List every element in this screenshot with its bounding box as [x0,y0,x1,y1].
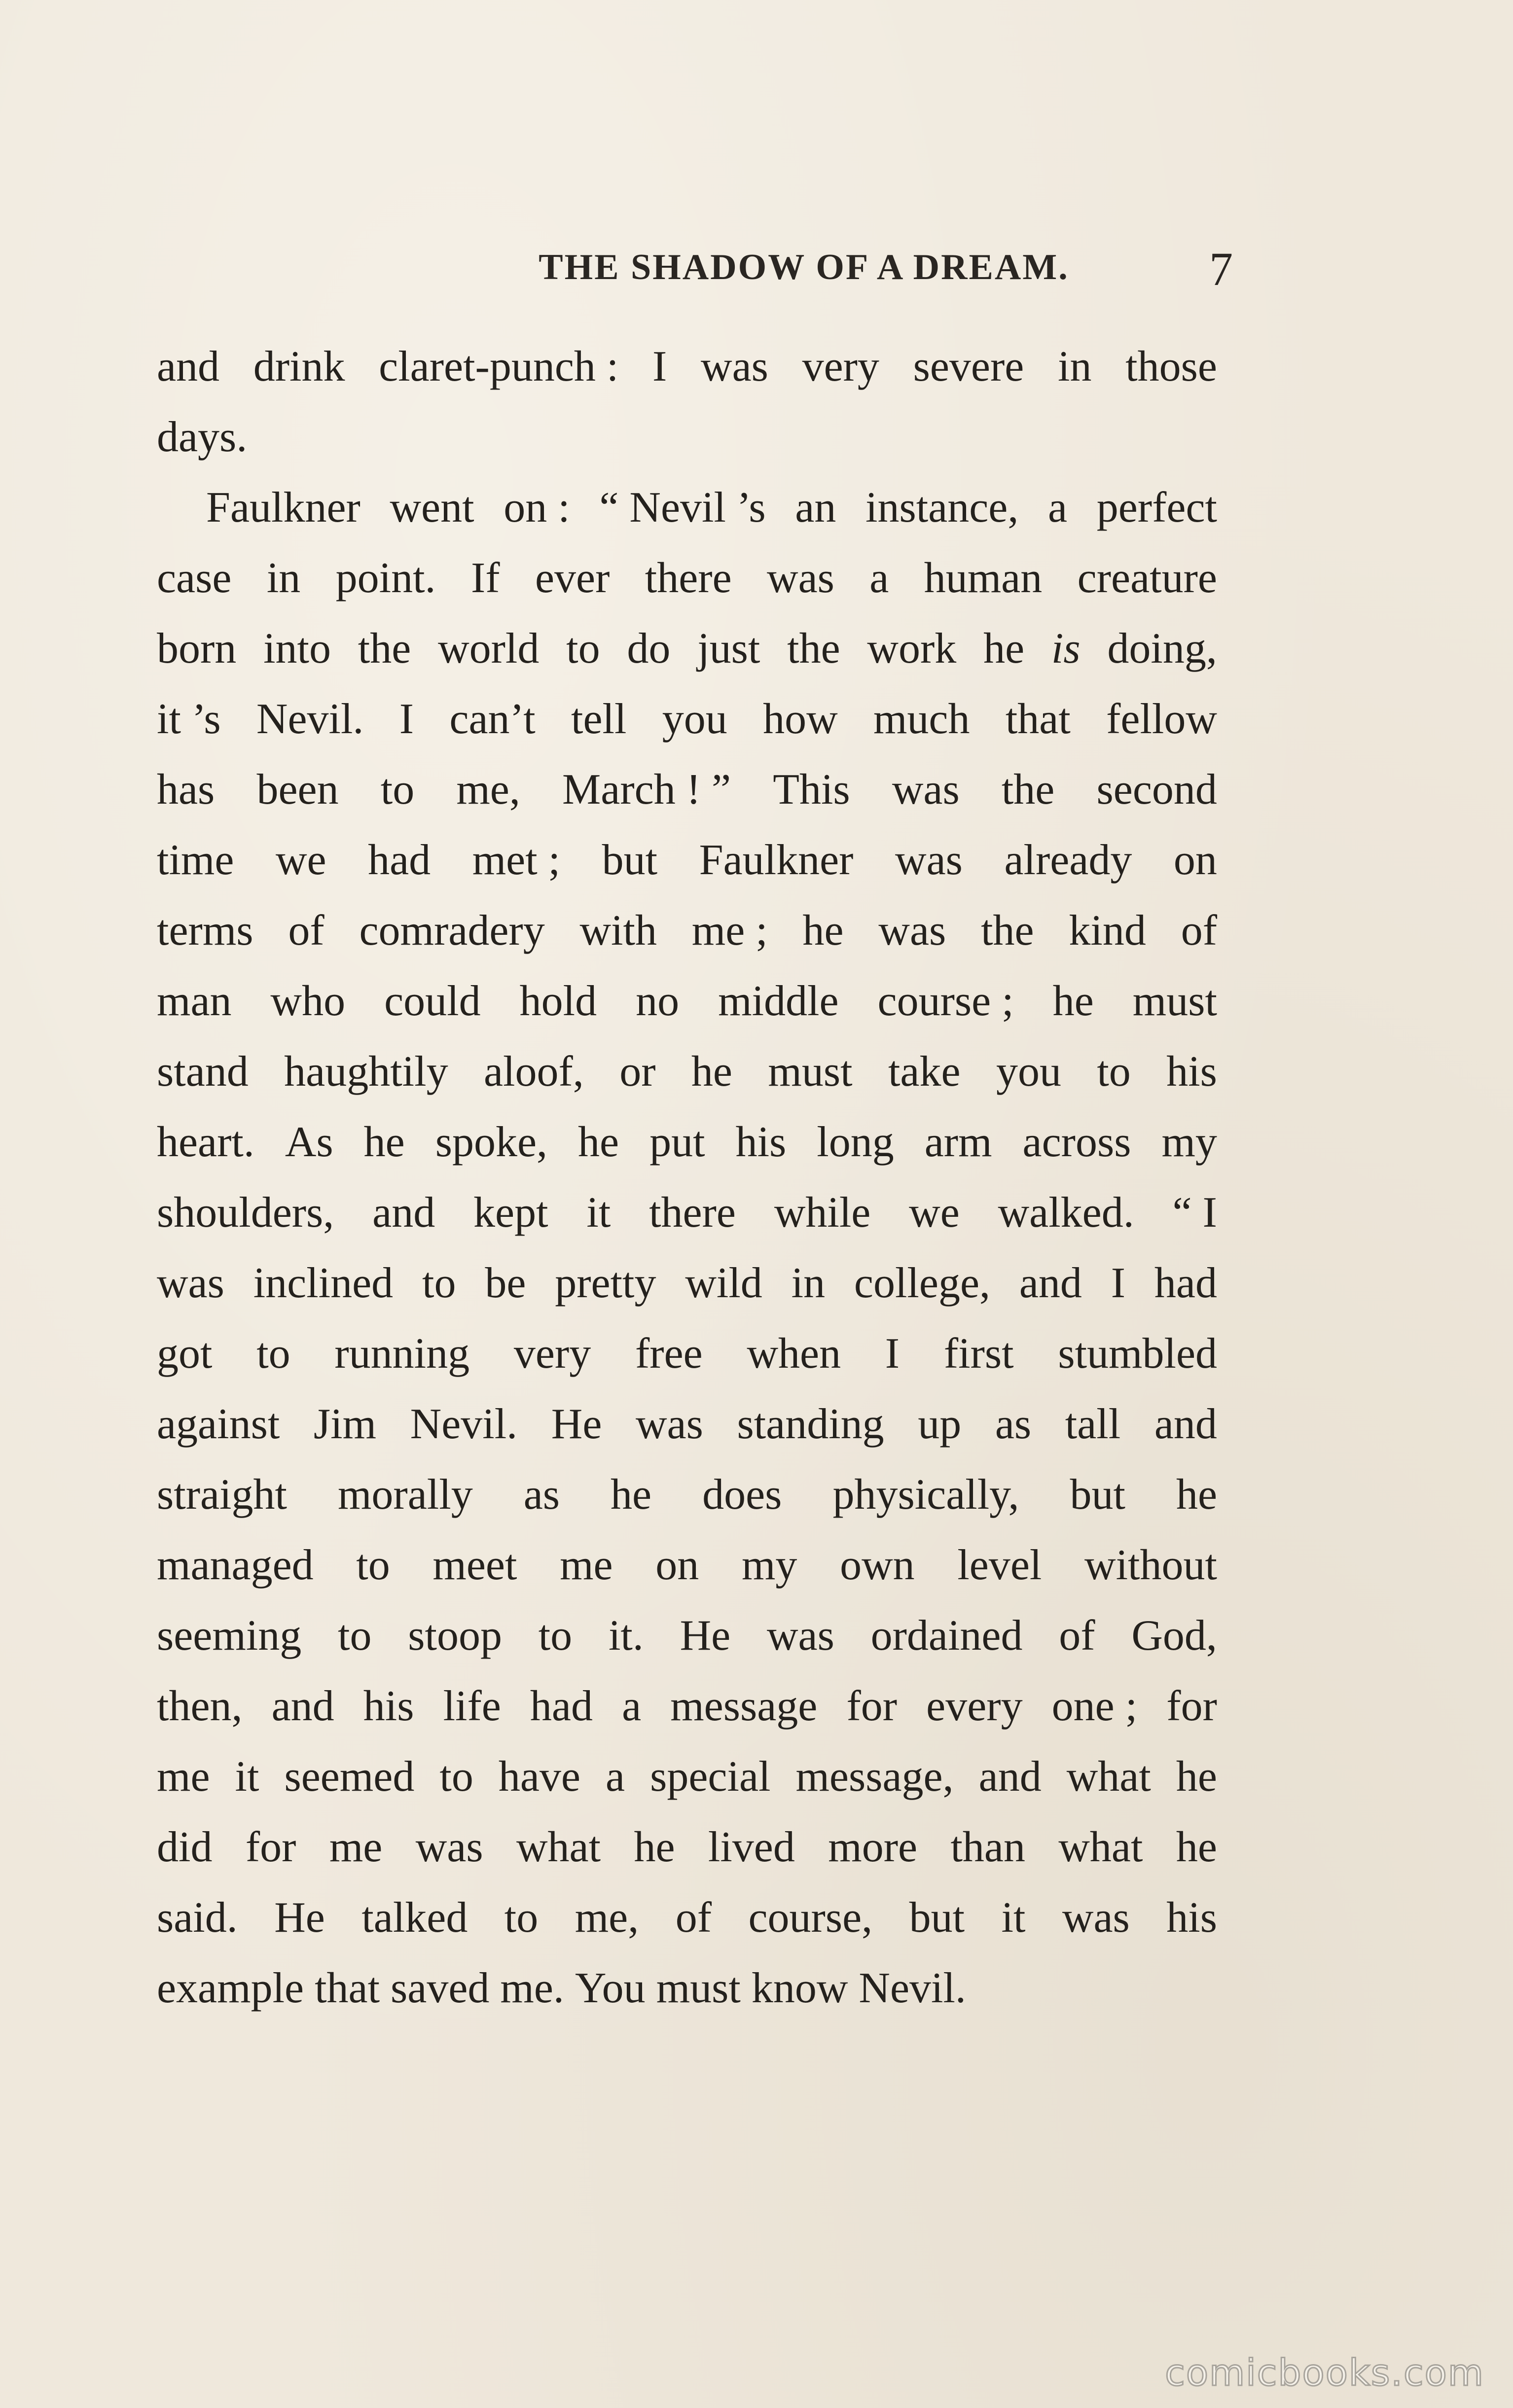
word: every [926,1682,1023,1730]
word: he [983,625,1025,673]
word: was [892,766,960,814]
word: across [1022,1118,1131,1166]
word: how [763,695,838,743]
word: his [735,1118,787,1166]
word: saved [391,1964,490,2012]
word: was [635,1400,703,1448]
word: up [918,1400,962,1448]
word: be [485,1259,526,1307]
word: tell [571,695,627,743]
running-title: THE SHADOW OF A DREAM. [539,247,1069,287]
word: a [622,1682,642,1730]
word: managed [157,1541,314,1589]
word: He [680,1612,731,1660]
word: have [498,1753,580,1801]
word: free [635,1330,703,1378]
word: one ; [1051,1682,1138,1730]
word: and [157,343,220,390]
word: drink [253,343,345,390]
word: a [606,1753,625,1801]
word: “ I [1172,1189,1217,1237]
text-line [157,1600,1217,1671]
word: lived [708,1823,795,1871]
word: his [1166,1048,1217,1096]
word: and [1154,1400,1217,1448]
text-line [157,472,1217,543]
word: his [1166,1894,1217,1942]
word: he [691,1048,732,1096]
word: met ; [472,836,561,884]
word: did [157,1823,213,1871]
word: shoulders, [157,1189,334,1237]
word: to [256,1330,290,1378]
word: kept [473,1189,548,1237]
word: stand [157,1048,249,1096]
word: and [978,1753,1042,1801]
word: it ’s [157,695,221,743]
word: me, [456,766,520,814]
word: I [885,1330,900,1378]
word: against [157,1400,280,1448]
word: know [751,1964,848,2012]
word: got [157,1330,213,1378]
word: the [787,625,840,673]
word: instance, [865,484,1019,531]
word: second [1096,766,1217,814]
word: more [828,1823,918,1871]
word: was [767,554,834,602]
text-line [157,543,1217,613]
body-text [157,331,1217,2023]
word: level [957,1541,1042,1589]
word: he [363,1118,405,1166]
word: creature [1077,554,1217,602]
word: kind [1069,907,1146,955]
word: standing [737,1400,884,1448]
word: had [530,1682,593,1730]
word: straight [157,1471,287,1519]
word: point. [335,554,436,602]
word: much [873,695,970,743]
word: had [1154,1259,1217,1307]
word: course ; [877,977,1014,1025]
word: in [791,1259,826,1307]
word: into [263,625,331,673]
word: was [1062,1894,1130,1942]
word: to [380,766,415,814]
word: as [995,1400,1032,1448]
word: he [578,1118,619,1166]
word: in [266,554,301,602]
word: was [895,836,963,884]
word: He [274,1894,325,1942]
word: and [1019,1259,1082,1307]
word: As [285,1118,333,1166]
word: me [329,1823,383,1871]
word: comradery [359,907,545,955]
word: to [504,1894,539,1942]
word: as [523,1471,560,1519]
word: what [1058,1823,1143,1871]
word: to [566,625,600,673]
word: seeming [157,1612,302,1660]
word: life [443,1682,501,1730]
word: born [157,625,237,673]
text-line [157,1389,1217,1459]
word: could [384,977,481,1025]
word: and [372,1189,435,1237]
word: Faulkner [699,836,854,884]
word: he [1052,977,1094,1025]
word: his [363,1682,414,1730]
word: we [909,1189,960,1237]
word: what [516,1823,601,1871]
text-line [157,1036,1217,1107]
word: long [817,1118,894,1166]
text-line [157,613,1217,684]
word: my [741,1541,797,1589]
word: walked. [998,1189,1134,1237]
word: in [1058,343,1092,390]
word: work [867,625,957,673]
word: with [579,907,657,955]
word: but [909,1894,965,1942]
word: Jim [313,1400,377,1448]
word: me ; [691,907,768,955]
word: is [1051,625,1081,673]
word: there [649,1189,736,1237]
word: me [157,1753,210,1801]
word: than [950,1823,1025,1871]
word: we [275,836,326,884]
word: put [649,1118,705,1166]
word: can’t [449,695,536,743]
word: or [619,1048,656,1096]
word: inclined [253,1259,394,1307]
word: he [634,1823,675,1871]
text-line [157,1107,1217,1177]
word: do [627,625,671,673]
word: to [1097,1048,1131,1096]
word: doing, [1107,625,1217,673]
word: I [1111,1259,1126,1307]
word: Nevil. [410,1400,518,1448]
word: Nevil. [859,1964,966,2012]
word: on : [504,484,570,531]
word: He [551,1400,602,1448]
text-line [157,684,1217,754]
text-line [157,1530,1217,1600]
word: message [670,1682,818,1730]
word: spoke, [435,1118,548,1166]
word: my [1161,1118,1217,1166]
watermark: comicbooks.com [1165,2352,1484,2394]
word: without [1084,1541,1217,1589]
word: he [1176,1753,1217,1801]
word: case [157,554,232,602]
word: to [422,1259,456,1307]
word: me [560,1541,613,1589]
word: a [1048,484,1068,531]
word: and [271,1682,334,1730]
text-line [157,1671,1217,1741]
text-line [157,966,1217,1036]
word: it [586,1189,611,1237]
word: it [1001,1894,1026,1942]
text-line [157,1459,1217,1530]
word: was [878,907,946,955]
page-number: 7 [1209,243,1233,295]
word: must [1132,977,1217,1025]
text-line [157,331,1217,402]
word: of [1181,907,1217,955]
word: on [1173,836,1217,884]
word: he [1176,1823,1217,1871]
word: it [235,1753,259,1801]
word: perfect [1096,484,1217,531]
text-line [157,825,1217,895]
word: tall [1065,1400,1121,1448]
word: was [157,1259,224,1307]
word: to [338,1612,372,1660]
word: message, [795,1753,954,1801]
word: seemed [284,1753,415,1801]
word: to [439,1753,473,1801]
word: of [1059,1612,1095,1660]
word: that [315,1964,380,2012]
word: middle [718,977,839,1025]
word: went [390,484,474,531]
word: for [245,1823,296,1871]
word: but [602,836,658,884]
word: time [157,836,234,884]
word: then, [157,1682,243,1730]
word: was [415,1823,483,1871]
word: stoop [408,1612,502,1660]
word: to [356,1541,390,1589]
word: “ Nevil ’s [599,484,766,531]
word: a [869,554,889,602]
word: just [697,625,760,673]
word: an [795,484,836,531]
word: of [288,907,324,955]
word: was [701,343,768,390]
word: you [662,695,727,743]
word: haughtily [284,1048,448,1096]
word: you [996,1048,1061,1096]
word: course, [748,1894,873,1942]
word: ordained [870,1612,1023,1660]
word: there [645,554,732,602]
word: You [575,1964,646,2012]
word: God, [1131,1612,1217,1660]
word: severe [913,343,1024,390]
word: very [802,343,879,390]
word: arm [924,1118,992,1166]
word: when [747,1330,841,1378]
word: no [636,977,680,1025]
word: been [256,766,339,814]
word: aloof, [483,1048,584,1096]
word: very [513,1330,591,1378]
word: Faulkner [206,484,360,531]
text-line [157,1318,1217,1389]
word: the [981,907,1034,955]
word: said. [157,1894,238,1942]
text-line [157,754,1217,825]
text-line [157,1177,1217,1248]
word: does [702,1471,782,1519]
word: already [1004,836,1132,884]
word: own [840,1541,915,1589]
word: talked [361,1894,468,1942]
word: but [1070,1471,1125,1519]
word: example [157,1964,304,2012]
word: was [766,1612,834,1660]
text-line [157,1741,1217,1812]
word: it. [608,1612,644,1660]
word: running [334,1330,470,1378]
word: he [802,907,844,955]
text-line [157,1812,1217,1882]
text-line [157,1248,1217,1318]
text-line [157,1953,1217,2023]
word: wild [685,1259,762,1307]
word: fellow [1106,695,1217,743]
word: meet [432,1541,517,1589]
word: Nevil. [256,695,364,743]
word: for [1166,1682,1217,1730]
word: hold [519,977,597,1025]
word: of [675,1894,712,1942]
word: physically, [832,1471,1019,1519]
word: to [538,1612,573,1660]
word: first [943,1330,1014,1378]
word: on [655,1541,699,1589]
word: I [399,695,414,743]
word: terms [157,907,253,955]
word: for [846,1682,898,1730]
word: heart. [157,1118,254,1166]
word: had [368,836,431,884]
word: If [470,554,500,602]
word: he [1176,1471,1217,1519]
word: claret-punch : [379,343,619,390]
word: he [611,1471,652,1519]
word: has [157,766,215,814]
word: March ! ” [562,766,731,814]
text-line [157,402,1217,472]
word: what [1066,1753,1151,1801]
word: must [768,1048,853,1096]
word: college, [854,1259,990,1307]
word: ever [535,554,610,602]
word: me, [575,1894,639,1942]
word: who [270,977,346,1025]
text-line [157,895,1217,966]
word: stumbled [1058,1330,1217,1378]
word: morally [337,1471,473,1519]
word: me. [500,1964,564,2012]
word: while [774,1189,871,1237]
word: the [1001,766,1055,814]
word: human [924,554,1043,602]
word: the [358,625,411,673]
word: special [650,1753,771,1801]
word: take [888,1048,961,1096]
word: I [652,343,667,390]
word: that [1005,695,1071,743]
word: those [1125,343,1217,390]
word: days. [157,413,248,461]
text-line [157,1882,1217,1953]
word: pretty [555,1259,656,1307]
word: This [773,766,850,814]
word: must [656,1964,741,2012]
word: man [157,977,232,1025]
word: world [438,625,540,673]
